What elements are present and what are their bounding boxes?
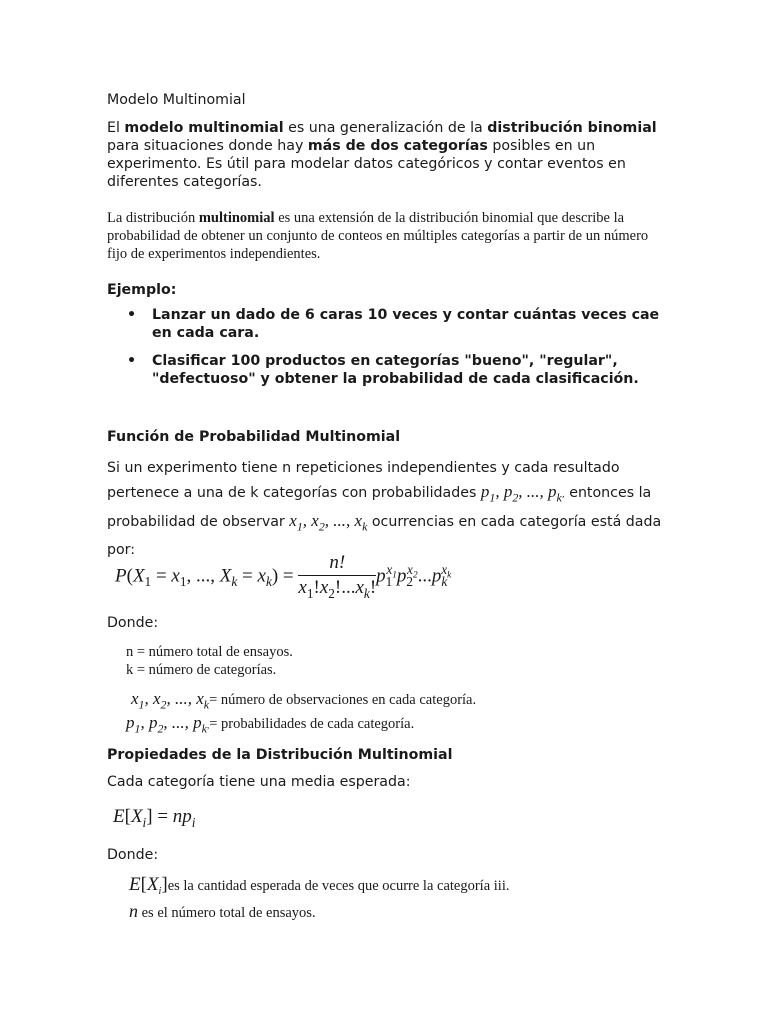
properties-text: Cada categoría tiene una media esperada: — [107, 774, 411, 790]
document-title: Modelo Multinomial — [107, 92, 246, 108]
example-list — [107, 306, 667, 398]
intro-paragraph: El modelo multinomial es una generalización de la distribución binomial para situaciones donde hay más de dos categorías posibles en un experimento. Es útil para modelar datos categóricos y contar eventos en diferentes categorías. — [107, 120, 657, 190]
definition-k: k = número de categorías. — [126, 662, 277, 678]
formula-fraction: $\frac{n!}{x_1!x_2!...x_k!}$ — [298, 552, 377, 601]
multinomial-formula: $P(X_1 = x_1$, ..., $X_k = x_k$) = $\frac{n!}{x_1!x_2!...x_k!}$ $p_1^{x_1}p_2^{x_2}...p_k^{x_k}$ — [115, 552, 452, 601]
bullet: • — [127, 307, 137, 323]
definition-total: n es el número total de ensayos. — [129, 901, 316, 921]
properties-heading: Propiedades de la Distribución Multinomial — [107, 747, 453, 763]
donde-label-2: Donde: — [107, 847, 159, 863]
donde-label-1: Donde: — [107, 615, 159, 631]
observations-math: $x_1$, $x_2$, ..., $x_k$ — [289, 511, 368, 534]
definition-x: $x_1$, $x_2$, ..., $x_k=$ número de observaciones en cada categoría. — [131, 689, 477, 712]
definition-n: n = número total de ensayos. — [126, 644, 293, 660]
function-heading: Función de Probabilidad Multinomial — [107, 429, 401, 445]
definition-p: $p_1$, $p_2$, ..., $p_k,=$ probabilidades de cada categoría. — [126, 713, 415, 736]
function-text: Si un experimento tiene n repeticiones independientes y cada resultado pertenece a una de k categorías con probabilidades $p_1$, $p_2$, ..., $p_k$, entonces la probabilidad de observar $x_1$, $x_2$, ..., $x_k$ ocurrencias en cada categoría está dada por: — [107, 460, 662, 558]
expected-value-formula: $E[X_i] = np_i$ — [113, 806, 196, 830]
example-heading: Ejemplo: — [107, 282, 177, 298]
serif-paragraph: La distribución multinomial es una extensión de la distribución binomial que describe la probabilidad de obtener un conjunto de conteos en múltiples categorías a partir de un número fijo de experimentos independientes. — [107, 210, 649, 262]
formula-numerator: n! — [298, 552, 376, 576]
list-item: • Clasificar 100 productos en categorías "bueno", "regular", "defectuoso" y obtener la probabilidad de cada clasificación. — [127, 353, 639, 387]
bullet: • — [127, 353, 137, 369]
definition-expected: $E[X_i]es$ la cantidad esperada de veces que ocurre la categoría iii. — [129, 874, 510, 897]
probabilities-math: $p_1$, $p_2$, ..., $p_k$ — [480, 482, 562, 505]
list-item: • Lanzar un dado de 6 caras 10 veces y contar cuántas veces cae en cada cara. — [127, 307, 660, 341]
